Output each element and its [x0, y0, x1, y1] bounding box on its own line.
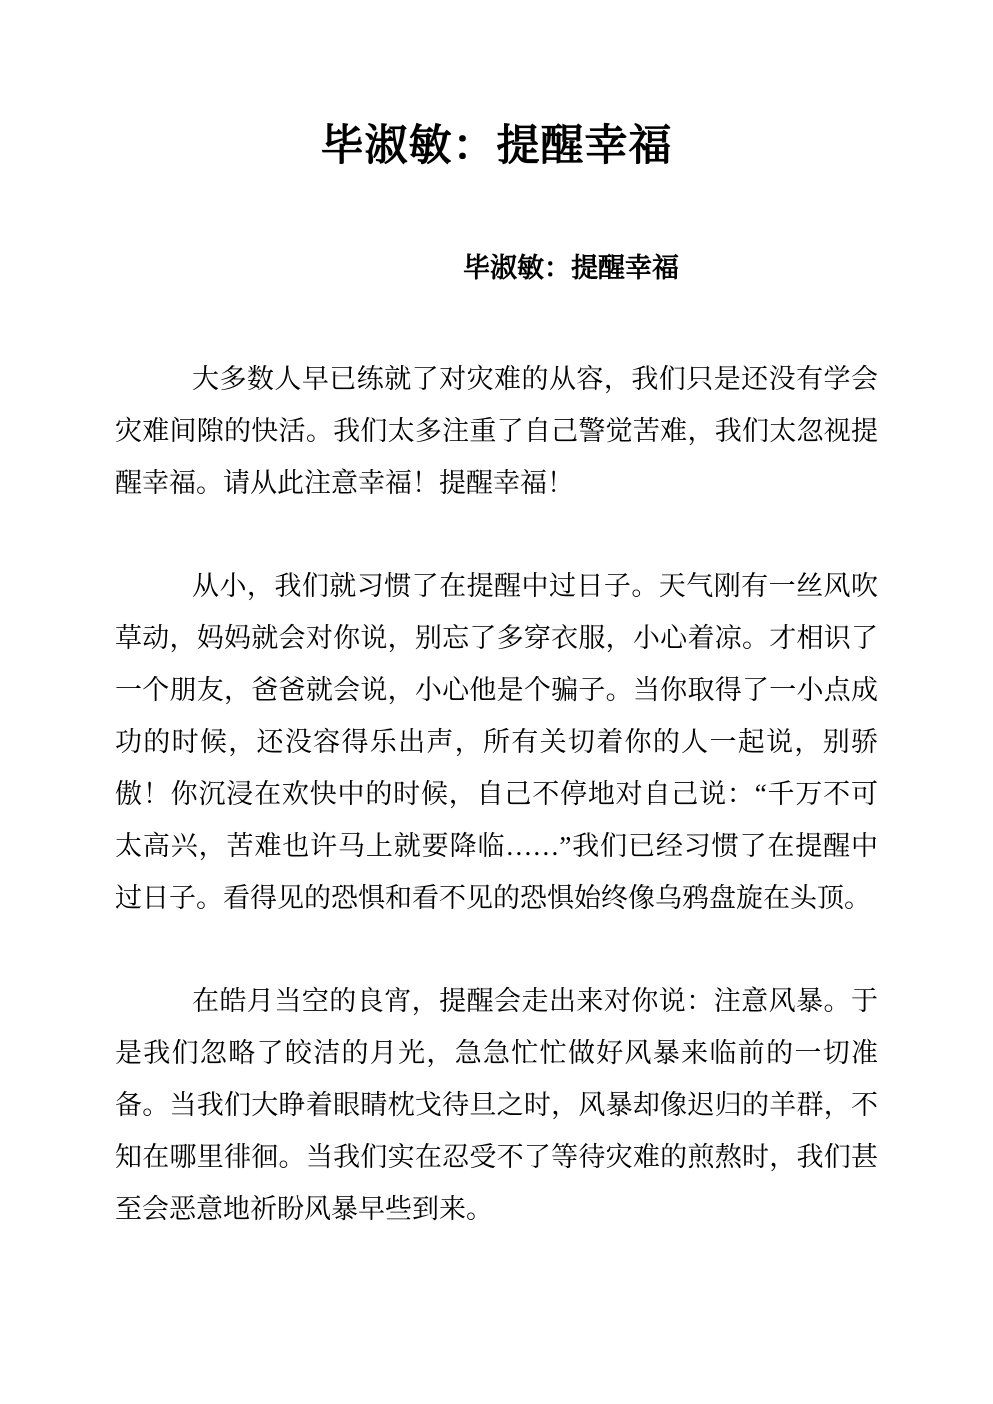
paragraph: 从小，我们就习惯了在提醒中过日子。天气刚有一丝风吹草动，妈妈就会对你说，别忘了多穿衣服，小心着凉。才相识了一个朋友，爸爸就会说，小心他是个骗子。当你取得了一小点成功的时候，还没容得乐出声，所有关切着你的人一起说，别骄傲！你沉浸在欢快中的时候，自己不停地对自己说：“千万不可太高兴，苦难也许马上就要降临……”我们已经习惯了在提醒中过日子。看得见的恐惧和看不见的恐惧始终像乌鸦盘旋在头顶。: [115, 571, 878, 913]
paragraph: 大多数人早已练就了对灾难的从容，我们只是还没有学会灾难间隙的快活。我们太多注重了自己警觉苦难，我们太忽视提醒幸福。请从此注意幸福！提醒幸福！: [115, 364, 878, 498]
document-subtitle: 毕淑敏：提醒幸福: [463, 253, 679, 283]
document-body: [115, 353, 878, 1235]
paragraph: 在皓月当空的良宵，提醒会走出来对你说：注意风暴。于是我们忽略了皎洁的月光，急急忙忙做好风暴来临前的一切准备。当我们大睁着眼睛枕戈待旦之时，风暴却像迟归的羊群，不知在哪里徘徊。当我们实在忍受不了等待灾难的煎熬时，我们甚至会恶意地祈盼风暴早些到来。: [115, 986, 878, 1224]
document-title: 毕淑敏：提醒幸福: [320, 123, 673, 170]
